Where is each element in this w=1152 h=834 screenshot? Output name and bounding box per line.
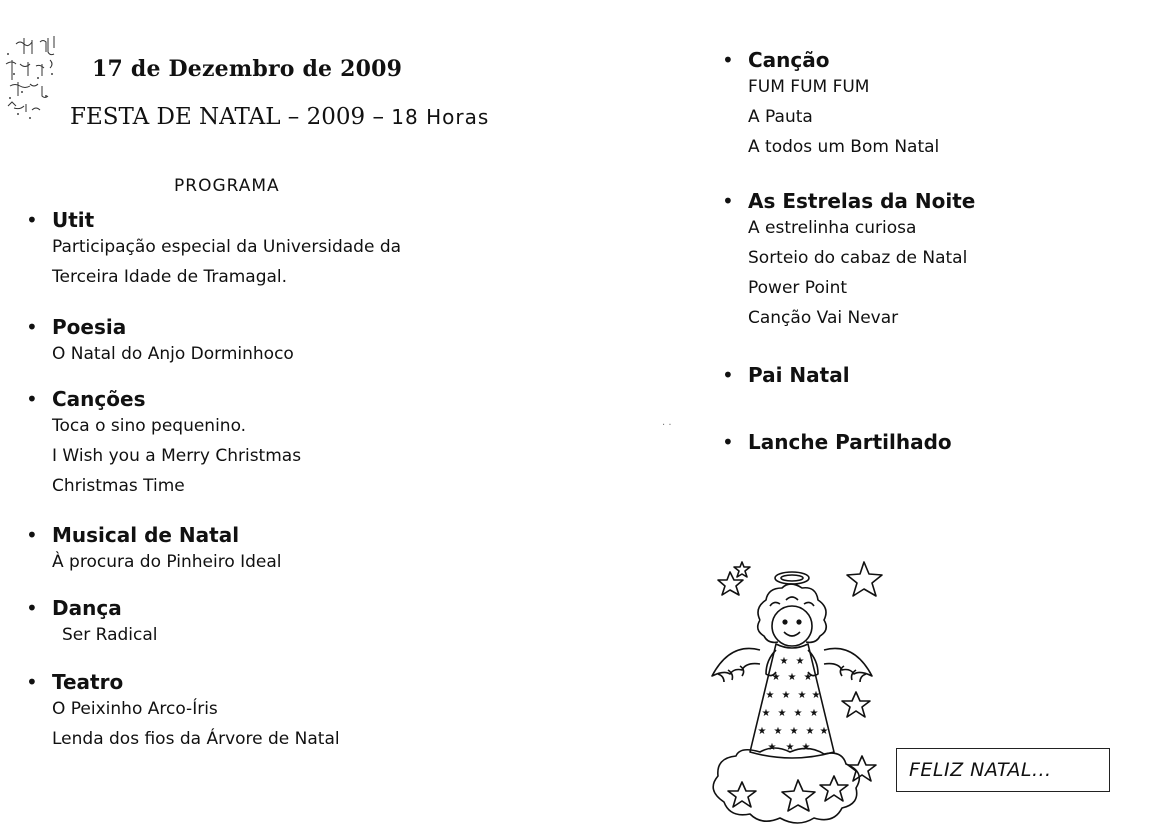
program-item-cancoes bbox=[22, 387, 502, 501]
item-title: Utit bbox=[52, 208, 95, 232]
item-line: Canção Vai Nevar bbox=[748, 308, 899, 328]
item-line: Power Point bbox=[748, 278, 848, 298]
item-line: Terceira Idade de Tramagal. bbox=[52, 267, 288, 287]
festa-title-text: FESTA DE NATAL – 2009 – bbox=[70, 104, 384, 130]
item-line: A todos um Bom Natal bbox=[748, 137, 940, 157]
svg-text:★: ★ bbox=[787, 672, 797, 683]
item-title: Poesia bbox=[52, 315, 127, 339]
bullet-icon: • bbox=[722, 48, 734, 72]
item-title: Pai Natal bbox=[748, 363, 850, 387]
svg-text:★: ★ bbox=[811, 690, 821, 701]
item-line: À procura do Pinheiro Ideal bbox=[52, 552, 282, 572]
bullet-icon: • bbox=[722, 363, 734, 387]
svg-text:★: ★ bbox=[801, 742, 811, 753]
angel-illustration-icon bbox=[706, 560, 896, 828]
program-item-teatro bbox=[22, 670, 502, 754]
event-date: 17 de Dezembro de 2009 bbox=[92, 56, 403, 82]
item-title: Musical de Natal bbox=[52, 523, 240, 547]
item-line: Toca o sino pequenino. bbox=[52, 416, 247, 436]
item-title: Teatro bbox=[52, 670, 124, 694]
item-line: Lenda dos fios da Árvore de Natal bbox=[52, 729, 340, 749]
item-line: Christmas Time bbox=[52, 476, 185, 496]
svg-text:★: ★ bbox=[773, 726, 783, 737]
program-item-musical bbox=[22, 523, 502, 577]
bullet-icon: • bbox=[26, 596, 38, 620]
item-line: Sorteio do cabaz de Natal bbox=[748, 248, 968, 268]
svg-text:★: ★ bbox=[809, 708, 819, 719]
svg-text:★: ★ bbox=[785, 742, 795, 753]
program-item-cancao bbox=[718, 48, 1138, 162]
bullet-icon: • bbox=[26, 523, 38, 547]
svg-text:★: ★ bbox=[793, 708, 803, 719]
svg-text:★: ★ bbox=[765, 690, 775, 701]
svg-text:★: ★ bbox=[797, 690, 807, 701]
item-title: Canção bbox=[748, 48, 830, 72]
event-title bbox=[70, 104, 489, 130]
feliz-natal-text: FELIZ NATAL... bbox=[909, 759, 1052, 781]
svg-text:★: ★ bbox=[781, 690, 791, 701]
item-line: O Peixinho Arco-Íris bbox=[52, 699, 218, 719]
item-title: Lanche Partilhado bbox=[748, 430, 952, 454]
program-item-estrelas bbox=[718, 189, 1138, 333]
svg-text:★: ★ bbox=[803, 672, 813, 683]
item-line: A Pauta bbox=[748, 107, 813, 127]
item-title: As Estrelas da Noite bbox=[748, 189, 976, 213]
svg-text:★: ★ bbox=[757, 726, 767, 737]
svg-text:★: ★ bbox=[771, 672, 781, 683]
svg-text:★: ★ bbox=[805, 726, 815, 737]
feliz-natal-box bbox=[896, 748, 1110, 792]
item-line: Participação especial da Universidade da bbox=[52, 237, 402, 257]
svg-text:★: ★ bbox=[795, 656, 805, 667]
item-title: Dança bbox=[52, 596, 122, 620]
dot-mark: · · bbox=[662, 420, 672, 431]
event-time: 18 Horas bbox=[391, 105, 490, 129]
item-line: FUM FUM FUM bbox=[748, 77, 870, 97]
bullet-icon: • bbox=[26, 387, 38, 411]
program-item-danca bbox=[22, 596, 502, 650]
svg-text:★: ★ bbox=[819, 726, 829, 737]
svg-text:★: ★ bbox=[761, 708, 771, 719]
program-right-column bbox=[718, 48, 1138, 454]
bullet-icon: • bbox=[722, 430, 734, 454]
scribble-decoration-icon bbox=[2, 34, 64, 126]
program-item-lanche bbox=[718, 430, 1138, 454]
program-left-column bbox=[22, 208, 502, 774]
item-line: O Natal do Anjo Dorminhoco bbox=[52, 344, 294, 364]
program-item-poesia bbox=[22, 315, 502, 369]
bullet-icon: • bbox=[26, 670, 38, 694]
bullet-icon: • bbox=[722, 189, 734, 213]
program-heading: PROGRAMA bbox=[174, 176, 280, 196]
svg-text:★: ★ bbox=[789, 726, 799, 737]
item-line: A estrelinha curiosa bbox=[748, 218, 917, 238]
item-title: Canções bbox=[52, 387, 146, 411]
bullet-icon: • bbox=[26, 208, 38, 232]
program-item-utit bbox=[22, 208, 502, 292]
svg-text:★: ★ bbox=[767, 742, 777, 753]
svg-text:★: ★ bbox=[777, 708, 787, 719]
item-line: I Wish you a Merry Christmas bbox=[52, 446, 302, 466]
svg-text:★: ★ bbox=[779, 656, 789, 667]
item-line: Ser Radical bbox=[62, 625, 158, 645]
bullet-icon: • bbox=[26, 315, 38, 339]
program-item-pai-natal bbox=[718, 363, 1138, 387]
